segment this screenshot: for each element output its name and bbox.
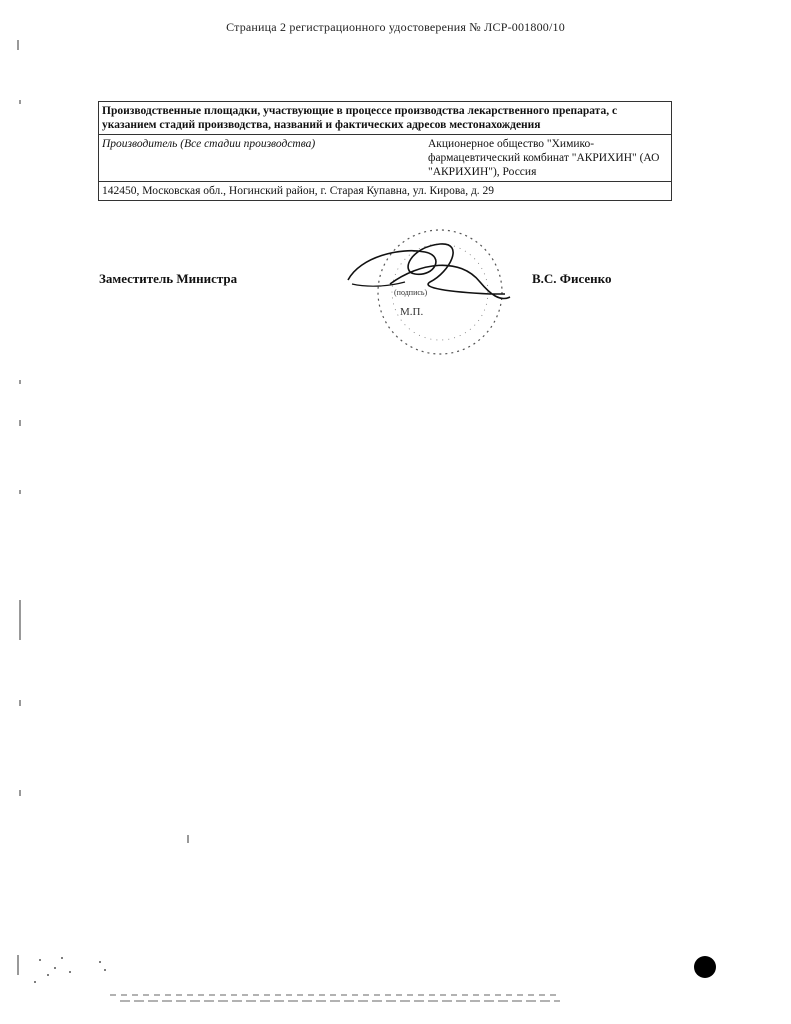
producer-label: Производитель (Все стадии производства)	[99, 135, 426, 182]
official-stamp-with-signature	[330, 222, 540, 362]
table-title: Производственные площадки, участвующие в процессе производства лекарственного препарата, с указанием стадий производства, названий и фактических адресов местонахождения	[99, 102, 672, 135]
page-header: Страница 2 регистрационного удостоверения № ЛСР-001800/10	[226, 20, 565, 34]
handwritten-signature	[348, 244, 510, 299]
scan-ink-blot	[694, 956, 716, 978]
stamp-signature-caption: (подпись)	[394, 288, 428, 297]
producer-value: Акционерное общество "Химико-фармацевтический комбинат "АКРИХИН" (АО "АКРИХИН"), Россия	[425, 135, 672, 182]
stamp-seal-mark: М.П.	[400, 306, 424, 318]
signatory-position: Заместитель Министра	[99, 271, 238, 286]
production-sites-table	[98, 101, 672, 201]
signatory-name: В.С. Фисенко	[532, 271, 612, 286]
producer-address: 142450, Московская обл., Ногинский район, г. Старая Купавна, ул. Кирова, д. 29	[99, 182, 672, 201]
